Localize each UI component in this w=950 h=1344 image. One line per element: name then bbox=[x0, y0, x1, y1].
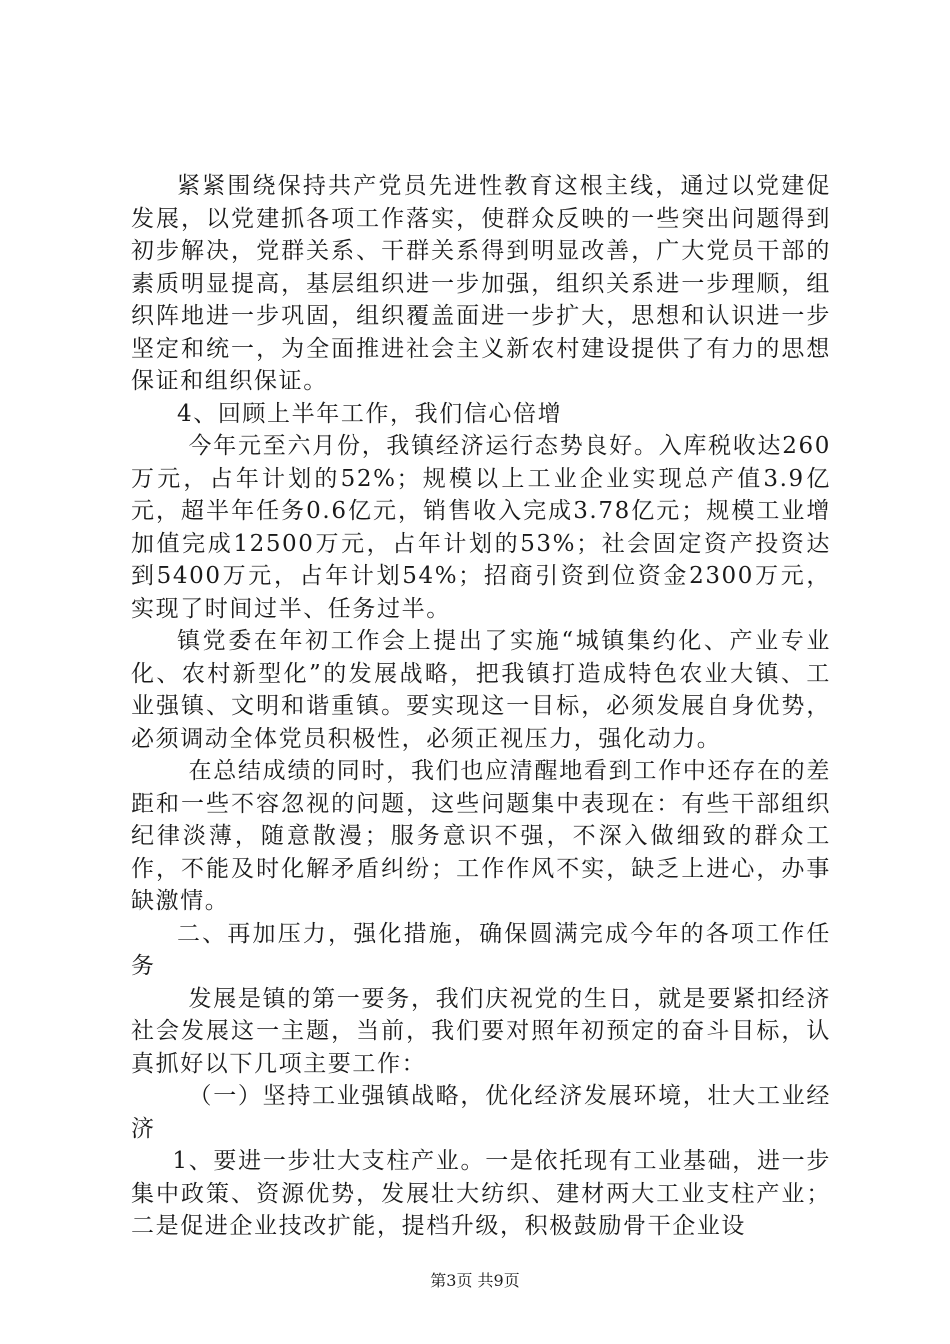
paragraph-development-strategy: 镇党委在年初工作会上提出了实施“城镇集约化、产业专业化、农村新型化”的发展战略，把我镇打造成特色农业大镇、工业强镇、文明和谐重镇。要实现这一目标，必须发展自身优势，必须调动全体党员积极性，必须正视压力，强化动力。 bbox=[131, 628, 831, 752]
paragraph-pillar-industries: 1、要进一步壮大支柱产业。一是依托现有工业基础，进一步集中政策、资源优势，发展壮大纺织、建材两大工业支柱产业；二是促进企业技改扩能，提档升级，积极鼓励骨干企业设 bbox=[131, 1148, 831, 1239]
heading-section-two: 二、再加压力，强化措施，确保圆满完成今年的各项工作任务 bbox=[131, 920, 831, 979]
paragraph-economic-results: 今年元至六月份，我镇经济运行态势良好。入库税收达260万元，占年计划的52%；规模以上工业企业实现总产值3.9亿元，超半年任务0.6亿元，销售收入完成3.78亿元；规模工业增加值完成12500万元，占年计划的53%；社会固定资产投资达到5400万元，占年计划54%；招商引资到位资金2300万元，实现了时间过半、任务过半。 bbox=[131, 433, 831, 622]
document-body bbox=[131, 170, 831, 1243]
page-number: 第3页 共9页 bbox=[430, 1271, 520, 1290]
paragraph-existing-problems: 在总结成绩的同时，我们也应清醒地看到工作中还存在的差距和一些不容忽视的问题，这些问题集中表现在：有些干部组织纪律淡薄，随意散漫；服务意识不强，不深入做细致的群众工作，不能及时化解矛盾纠纷；工作作风不实，缺乏上进心，办事缺激情。 bbox=[131, 758, 831, 914]
paragraph-party-building: 紧紧围绕保持共产党员先进性教育这根主线，通过以党建促发展，以党建抓各项工作落实，使群众反映的一些突出问题得到初步解决，党群关系、干群关系得到明显改善，广大党员干部的素质明显提高，基层组织进一步加强，组织关系进一步理顺，组织阵地进一步巩固，组织覆盖面进一步扩大，思想和认识进一步坚定和统一，为全面推进社会主义新农村建设提供了有力的思想保证和组织保证。 bbox=[131, 173, 831, 394]
heading-review-first-half: 4、回顾上半年工作，我们信心倍增 bbox=[177, 400, 563, 427]
heading-industry-strategy: （一）坚持工业强镇战略，优化经济发展环境，壮大工业经济 bbox=[131, 1083, 831, 1142]
paragraph-main-tasks: 发展是镇的第一要务，我们庆祝党的生日，就是要紧扣经济社会发展这一主题，当前，我们要对照年初预定的奋斗目标，认真抓好以下几项主要工作： bbox=[131, 985, 831, 1077]
